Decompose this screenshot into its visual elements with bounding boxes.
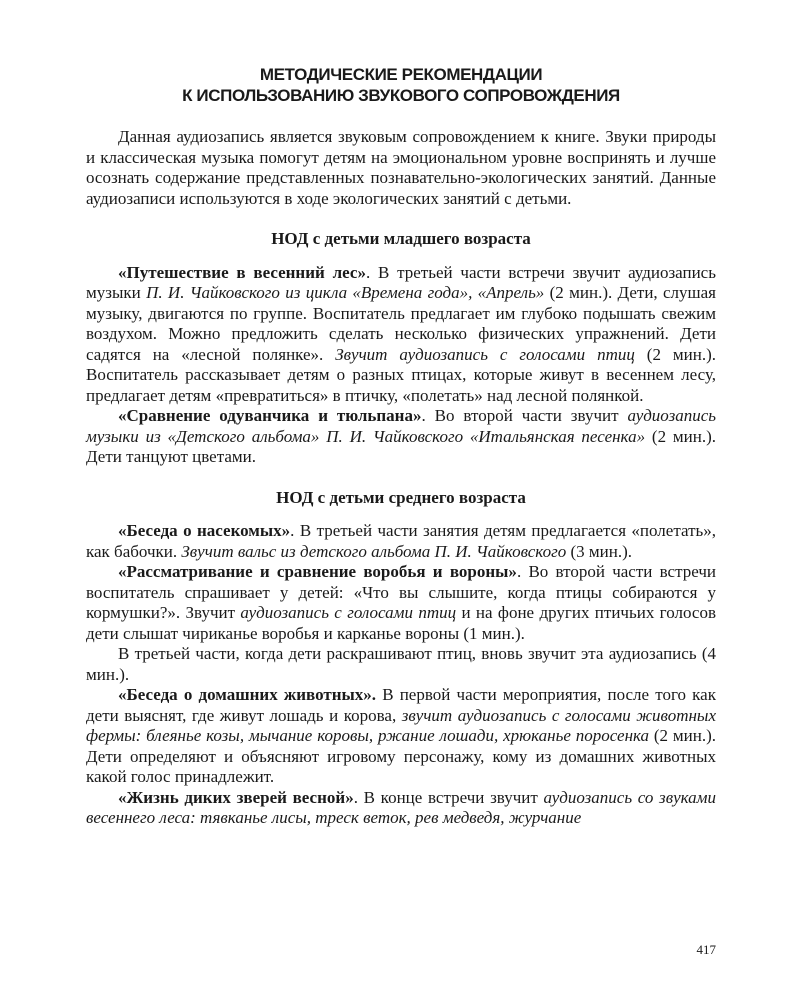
section-heading-middle: НОД с детьми среднего возраста: [276, 487, 526, 507]
activity-title: «Путешествие в весенний лес»: [118, 262, 366, 282]
document-title: [86, 64, 716, 106]
intro-paragraph: Данная аудиозапись является звуковым сопровождением к книге. Звуки природы и классическая музыка помогут детям на эмоциональном уровне воспринять и лучше осознать содержание представленных познавательно-экологических занятий. Данные аудиозаписи используются в ходе экологических занятий с детьми.: [86, 127, 716, 208]
page-number: 417: [696, 942, 716, 957]
activity-title: «Сравнение одуванчика и тюльпана»: [118, 406, 422, 425]
title-line-1: МЕТОДИЧЕСКИЕ РЕКОМЕНДАЦИИ: [259, 65, 543, 84]
activity-title: «Беседа о домашних животных».: [118, 685, 377, 704]
paragraph-wild-animals: «Жизнь диких зверей весной». В конце встречи звучит аудиозапись со звуками весеннего леса: тявканье лисы, треск веток, рев медведя, журчание: [86, 787, 716, 827]
document-page: [86, 64, 716, 829]
paragraph-sparrow-crow: «Рассматривание и сравнение воробья и вороны». Во второй части встречи воспитатель спрашивает у детей: «Что вы слышите, когда птицы собираются у кормушки?». Звучит аудиозапись с голосами птиц и на фоне других птичьих голосов дети слышат чириканье воробья и карканье вороны (1 мин.).: [86, 562, 716, 643]
paragraph-domestic-animals: «Беседа о домашних животных». В первой части мероприятия, после того как дети выяснят, где живут лошадь и корова, звучит аудиозапись с голосами животных фермы: блеянье козы, мычание коровы, ржание лошади, хрюканье поросенка (2 мин.). Дети определяют и объясняют игровому персонажу, кому из домашних животных какой голос принадлежит.: [86, 685, 716, 786]
paragraph-insects: «Беседа о насекомых». В третьей части занятия детям предлагается «полетать», как бабочки. Звучит вальс из детского альбома П. И. Чайковского (3 мин.).: [86, 521, 716, 561]
paragraph-dandelion-tulip: «Сравнение одуванчика и тюльпана». Во второй части звучит аудиозапись музыки из «Детского альбома» П. И. Чайковского «Итальянская песенка» (2 мин.). Дети танцуют цветами.: [86, 406, 717, 466]
paragraph-spring-forest: «Путешествие в весенний лес». В третьей части встречи звучит аудиозапись музыки П. И. Чайковского из цикла «Времена года», «Апрель» (2 мин.). Дети, слушая музыку, двигаются по группе. Воспитатель предлагает им глубоко подышать свежим воздухом. Можно предложить сделать несколько физических упражнений. Дети садятся на «лесной полянке». Звучит аудиозапись с голосами птиц (2 мин.). Воспитатель рассказывает детям о разных птицах, которые живут в весеннем лесу, предлагает детям «превратиться» в птичку, «полетать» над лесной полянкой.: [86, 262, 716, 405]
paragraph-third-part: В третьей части, когда дети раскрашивают птиц, вновь звучит эта аудиозапись (4 мин.).: [86, 644, 716, 684]
title-line-2: К ИСПОЛЬЗОВАНИЮ ЗВУКОВОГО СОПРОВОЖДЕНИЯ: [182, 86, 620, 105]
activity-title: «Беседа о насекомых»: [118, 521, 291, 540]
section-heading-junior: НОД с детьми младшего возраста: [271, 229, 531, 248]
activity-title: «Жизнь диких зверей весной»: [118, 787, 354, 807]
activity-title: «Рассматривание и сравнение воробья и вороны»: [118, 562, 517, 581]
